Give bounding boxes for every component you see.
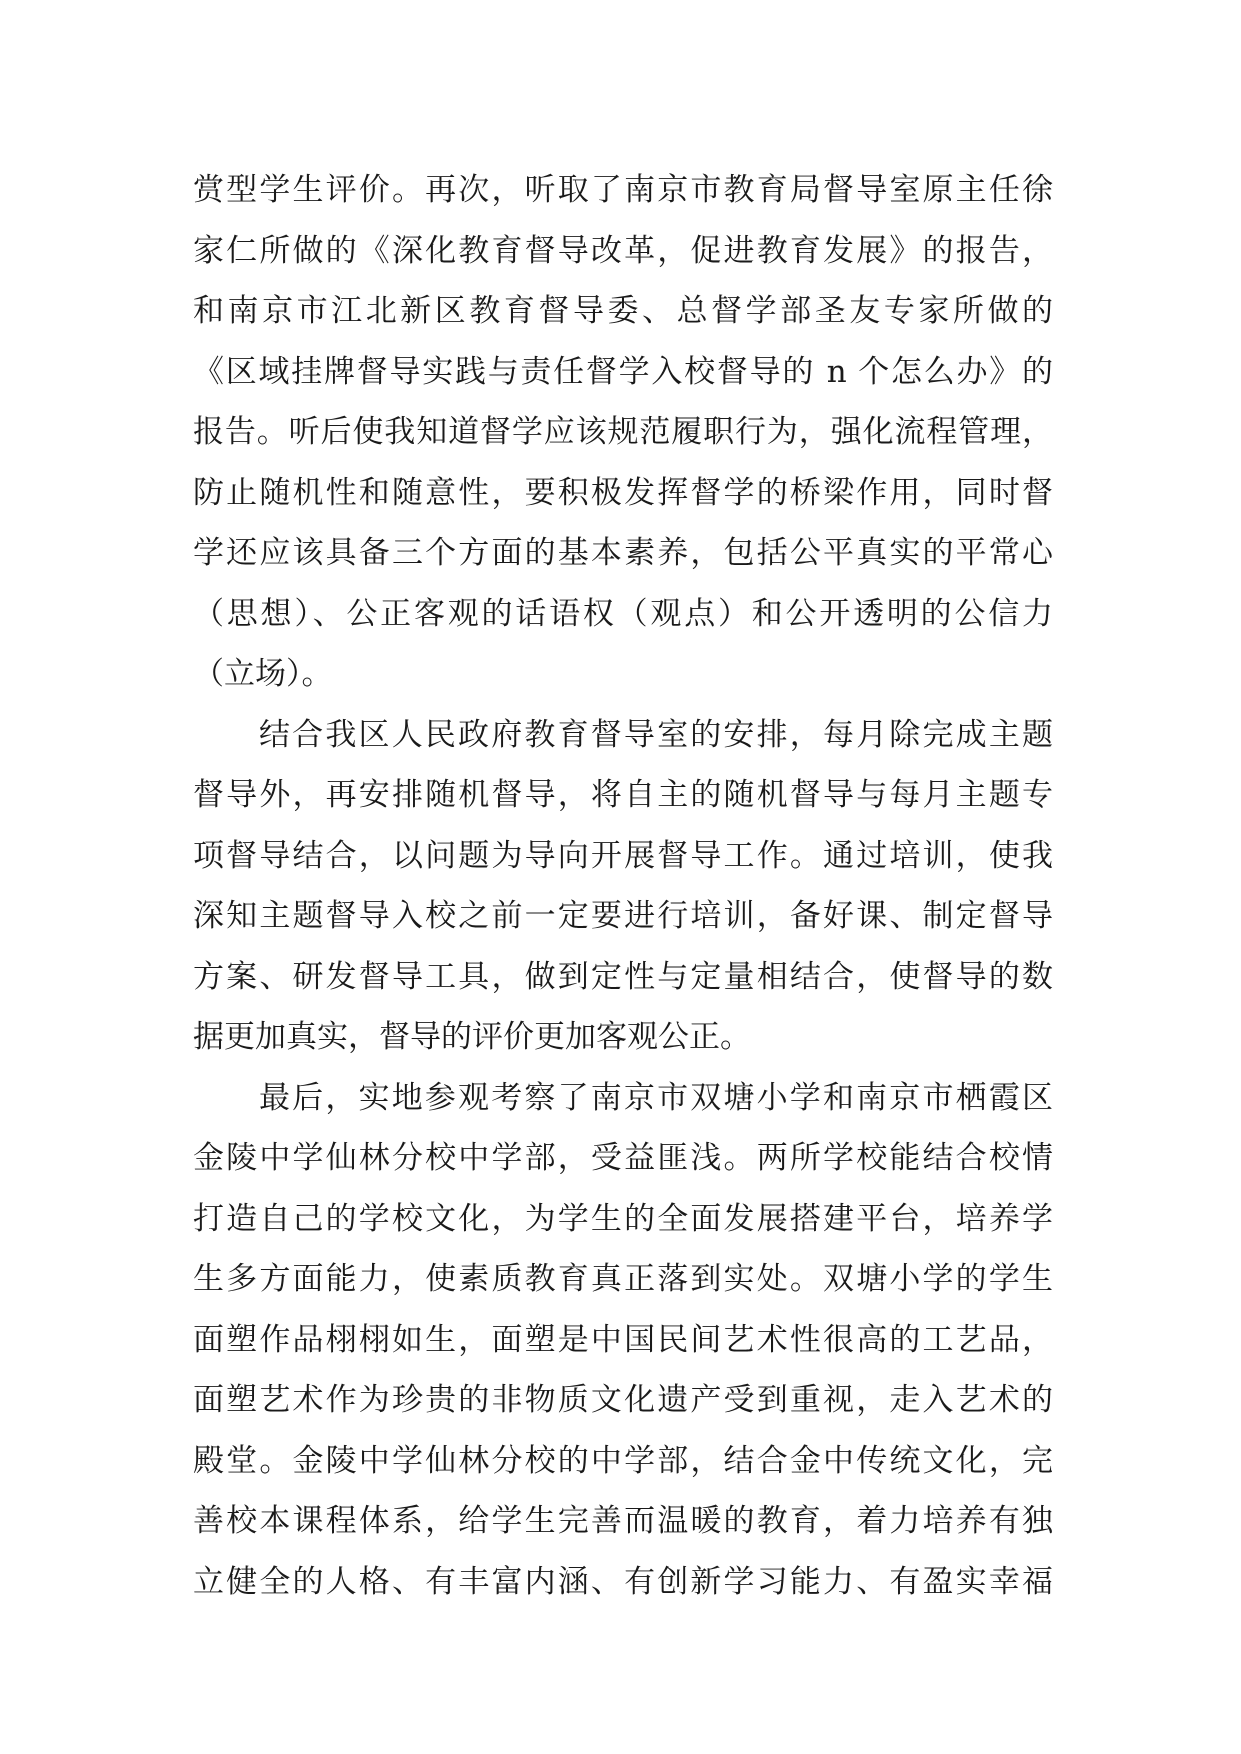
text-line: 据更加真实，督导的评价更加客观公正。 (193, 1019, 751, 1055)
text-line: 学还应该具备三个方面的基本素养，包括公平真实的平常心 (193, 535, 1053, 571)
text-line: 督导外，再安排随机督导，将自主的随机督导与每月主题专 (193, 777, 1053, 813)
body-text (193, 160, 1053, 1612)
text-line: 金陵中学仙林分校中学部，受益匪浅。两所学校能结合校情 (193, 1140, 1053, 1176)
text-line: 《区域挂牌督导实践与责任督学入校督导的 n 个怎么办》的 (193, 353, 1053, 390)
text-line: 家仁所做的《深化教育督导改革，促进教育发展》的报告， (193, 232, 1053, 269)
text-line: 深知主题督导入校之前一定要进行培训，备好课、制定督导 (193, 898, 1053, 934)
text-line: 赏型学生评价。再次，听取了南京市教育局督导室原主任徐 (193, 172, 1053, 208)
text-line: 殿堂。金陵中学仙林分校的中学部，结合金中传统文化，完 (193, 1442, 1053, 1479)
paragraph-first-line: 最后，实地参观考察了南京市双塘小学和南京市栖霞区 (259, 1079, 1053, 1116)
text-line: 防止随机性和随意性，要积极发挥督学的桥梁作用，同时督 (193, 474, 1053, 511)
text-line: 方案、研发督导工具，做到定性与定量相结合，使督导的数 (193, 958, 1053, 995)
text-line: 和南京市江北新区教育督导委、总督学部圣友专家所做的 (193, 293, 1053, 329)
text-line: 打造自己的学校文化，为学生的全面发展搭建平台，培养学 (193, 1200, 1053, 1237)
text-line: 立健全的人格、有丰富内涵、有创新学习能力、有盈实幸福 (193, 1563, 1053, 1600)
text-line: （思想）、公正客观的话语权（观点）和公开透明的公信力 (193, 595, 1053, 632)
text-line: 项督导结合，以问题为导向开展督导工作。通过培训，使我 (193, 837, 1053, 874)
text-line: 善校本课程体系，给学生完善而温暖的教育，着力培养有独 (193, 1503, 1053, 1539)
paragraph-first-line: 结合我区人民政府教育督导室的安排，每月除完成主题 (259, 716, 1053, 753)
text-line: 生多方面能力，使素质教育真正落到实处。双塘小学的学生 (193, 1261, 1053, 1297)
text-line: 面塑作品栩栩如生，面塑是中国民间艺术性很高的工艺品， (193, 1321, 1053, 1358)
text-line: 报告。听后使我知道督学应该规范履职行为，强化流程管理， (193, 414, 1053, 450)
text-line: 面塑艺术作为珍贵的非物质文化遗产受到重视，走入艺术的 (193, 1382, 1053, 1418)
text-line: （立场）。 (193, 656, 333, 692)
